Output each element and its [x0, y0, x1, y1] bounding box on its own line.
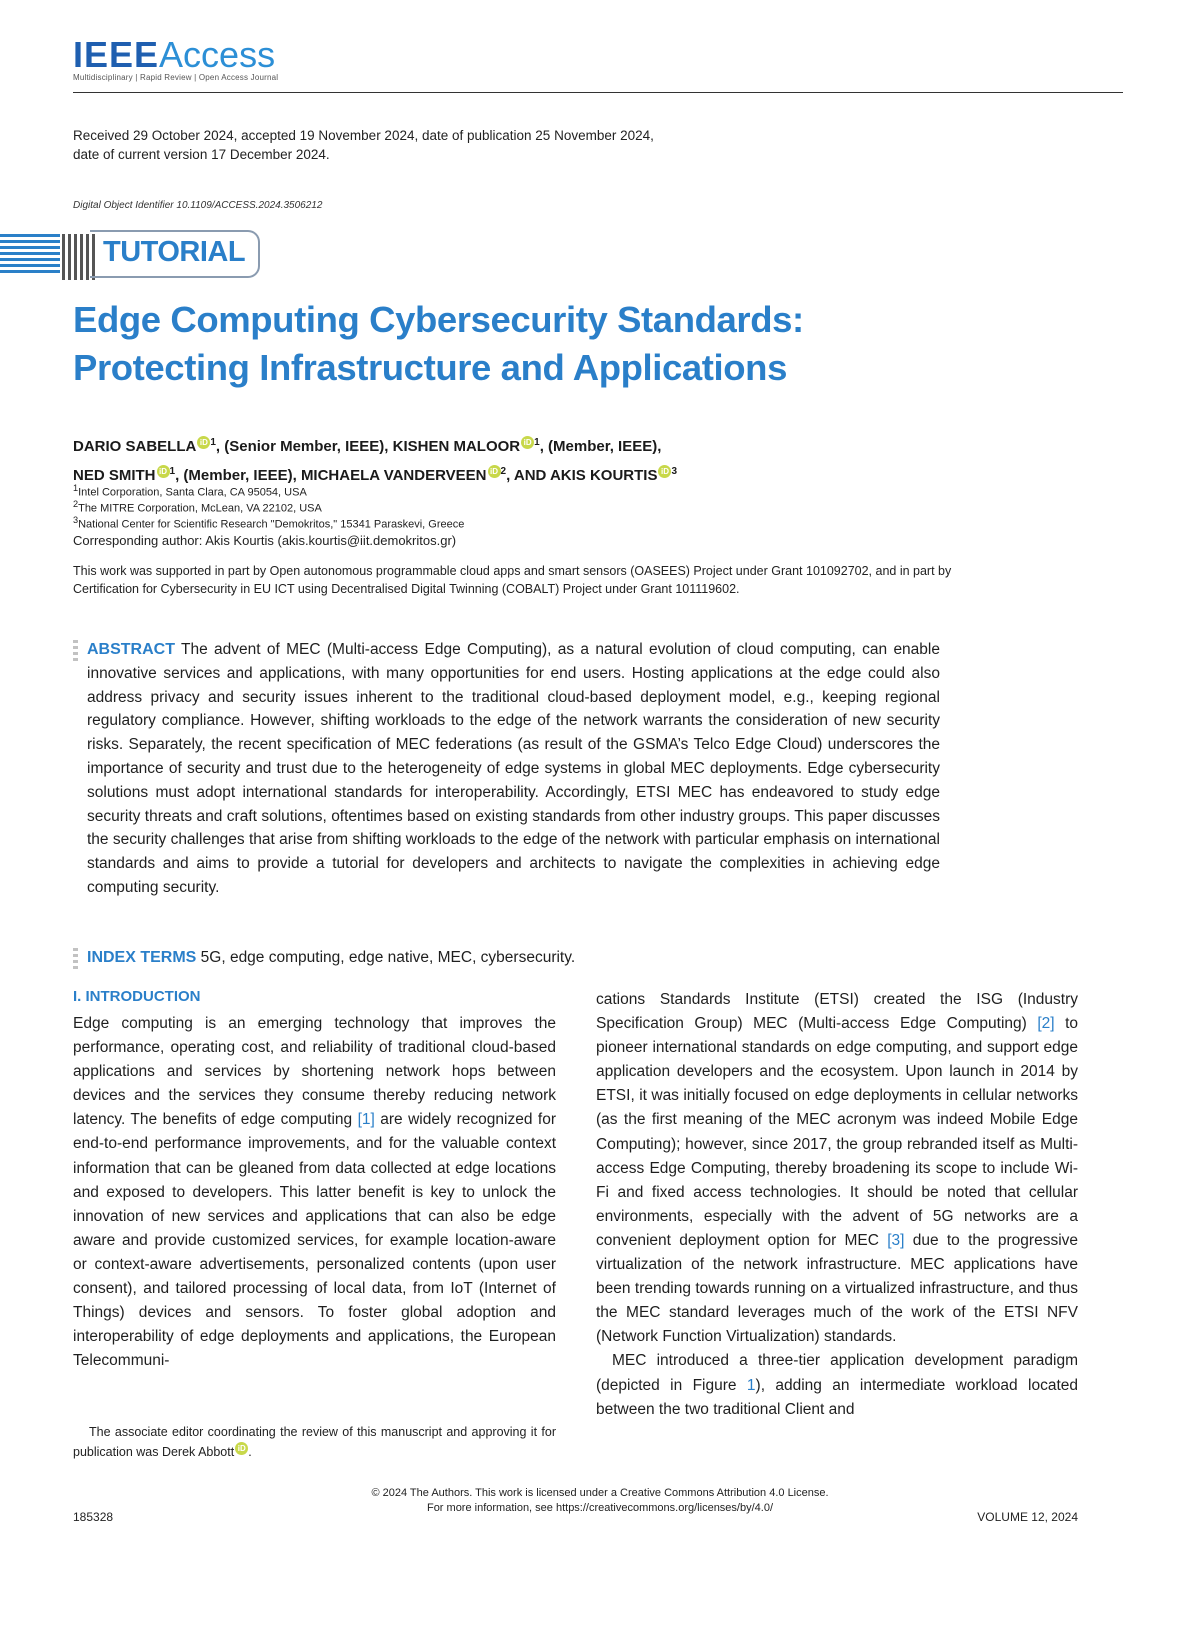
- header-divider: [73, 92, 1123, 93]
- affiliation-text: Intel Corporation, Santa Clara, CA 95054, USA: [78, 486, 307, 499]
- affiliation-marker: 1: [210, 437, 216, 448]
- abstract-label: ABSTRACT: [87, 641, 175, 658]
- paragraph-text: cations Standards Institute (ETSI) created the ISG (Industry Specification Group) MEC (Multi-access Edge Computing): [596, 991, 1078, 1033]
- citation-link[interactable]: [2]: [1037, 1015, 1055, 1033]
- author-role: , (Member, IEEE),: [539, 438, 662, 455]
- license-notice: [330, 1486, 870, 1516]
- citation-link[interactable]: [3]: [887, 1231, 905, 1249]
- paragraph-text: to pioneer international standards on edge computing, and support edge application developers and the ecosystem. Upon launch in 2014 by ETSI, it was initially focused on edge deployments in cellular networks (as the first meaning of the MEC acronym was indeed Mobile Edge Computing); however, since 2017, the group rebranded itself as Multi-access Edge Computing, thereby broadening its scope to include Wi-Fi and fixed access technologies. It should be noted that cellular environments, especially with the advent of 5G networks are a convenient deployment option for MEC: [596, 1015, 1079, 1249]
- index-terms-marker-icon: [73, 948, 79, 969]
- paragraph-text: ), adding an intermediate workload located between the two traditional Client and: [596, 1376, 1078, 1418]
- affiliation: [73, 513, 464, 532]
- logo-ieee: IEEE: [73, 34, 160, 75]
- banner-stripes: [0, 234, 60, 278]
- index-terms-label: INDEX TERMS: [87, 949, 197, 966]
- affiliation-sup: 3: [73, 515, 79, 525]
- orcid-icon[interactable]: iD: [488, 465, 501, 478]
- license-link[interactable]: For more information, see https://creativecommons.org/licenses/by/4.0/: [426, 1502, 774, 1514]
- funding-note: This work was supported in part by Open autonomous programmable cloud apps and smart sensors (OASEES) Project under Grant 101092702, and in part by Certification for Cybersecurity in EU ICT using Decentralised Digital Twinning (COBALT) Project under Grant 101119602.: [73, 564, 952, 596]
- body-column-right: [596, 988, 1078, 1422]
- author-role: , AND: [506, 467, 550, 484]
- paragraph: [596, 988, 1078, 1349]
- author-name[interactable]: KISHEN MALOOR: [392, 438, 521, 455]
- author-list: [73, 430, 1123, 488]
- title-line-2: Protecting Infrastructure and Applications: [73, 347, 787, 388]
- paragraph: [596, 1349, 1078, 1421]
- orcid-icon[interactable]: iD: [157, 465, 170, 478]
- corresponding-author: Corresponding author: Akis Kourtis (akis.kourtis@iit.demokritos.gr): [73, 533, 457, 548]
- paragraph-text: due to the progressive virtualization of the network infrastructure. MEC applications have been trending towards running on a virtualized infrastructure, and thus the MEC standard leverages much of the work of the ETSI NFV (Network Function Virtualization) standards.: [596, 1231, 1079, 1346]
- editor-footnote: The associate editor coordinating the review of this manuscript and approving it for publication was Derek Abbott iD .: [73, 1425, 556, 1459]
- body-column-left: [73, 1012, 556, 1373]
- affiliation-marker: 1: [534, 437, 540, 448]
- license-line-1: © 2024 The Authors. This work is licensed under a Creative Commons Attribution 4.0 License.: [371, 1487, 829, 1499]
- affiliation-marker: 2: [500, 466, 507, 477]
- affiliation-text: The MITRE Corporation, McLean, VA 22102, USA: [78, 502, 322, 515]
- author-role: , (Senior Member, IEEE),: [215, 438, 393, 455]
- logo-tagline: Multidisciplinary | Rapid Review | Open Access Journal: [73, 73, 279, 82]
- doi: Digital Object Identifier 10.1109/ACCESS.2024.3506212: [73, 200, 323, 211]
- paragraph-text: Edge computing is an emerging technology that improves the performance, operating cost, and reliability of traditional cloud-based applications and services by shortening network hops between devices and the services they consume thereby reducing network latency. The benefits of edge computing: [73, 1015, 556, 1129]
- page-number: 185328: [73, 1510, 114, 1524]
- dates-line-2: date of current version 17 December 2024.: [73, 147, 330, 162]
- affiliation-marker: 3: [671, 466, 678, 477]
- orcid-icon[interactable]: iD: [197, 436, 210, 449]
- affiliation-text: National Center for Scientific Research "Demokritos," 15341 Paraskevi, Greece: [78, 518, 465, 531]
- index-terms-text: 5G, edge computing, edge native, MEC, cybersecurity.: [200, 949, 576, 966]
- paragraph-text: MEC introduced a three-tier application development paradigm (depicted in Figure: [596, 1352, 1078, 1394]
- abstract: [87, 638, 940, 900]
- citation-link[interactable]: [1]: [357, 1111, 375, 1129]
- author-name[interactable]: DARIO SABELLA: [73, 438, 197, 455]
- paper-title: [73, 296, 1123, 392]
- orcid-icon[interactable]: iD: [521, 436, 534, 449]
- section-heading: I. INTRODUCTION: [73, 988, 201, 1005]
- paragraph-text: are widely recognized for end-to-end performance improvements, and for the valuable context information that can be gleaned from data collected at edge locations and exposed to developers. This latter benefit is key to unlock the innovation of new services and applications that can also be edge aware and provide customized services, for example location-aware or context-aware advertisements, personalized contents (upon user consent), and tailored processing of local data, from IoT (Internet of Things) devices and sensors. To foster global adoption and interoperability of edge deployments and applications, the European Telecommuni-: [73, 1111, 556, 1370]
- abstract-text: The advent of MEC (Multi-access Edge Computing), as a natural evolution of cloud computing, can enable innovative services and applications, with many opportunities for end users. Hosting applications at the edge could also address privacy and security issues inherent to the traditional cloud-based deployment model, e.g., keeping regional regulatory compliance. However, shifting workloads to the edge of the network warrants the consideration of new security risks. Separately, the recent specification of MEC federations (as result of the GSMA’s Telco Edge Cloud) underscores the importance of security and trust due to the heterogeneity of edge systems in global MEC deployments. Edge cybersecurity solutions must adopt international standards for interoperability. Accordingly, ETSI MEC has endeavored to study edge security threats and craft solutions, oftentimes based on existing standards from other industry groups. This paper discusses the security challenges that arise from shifting workloads to the edge of the network with particular emphasis on international standards and aims to provide a tutorial for developers and architects to navigate the complexities in achieving edge computing security.: [87, 641, 940, 896]
- logo-access: Access: [159, 34, 276, 75]
- author-name[interactable]: MICHAELA VANDERVEEN: [300, 467, 487, 484]
- volume-info: VOLUME 12, 2024: [977, 1510, 1078, 1524]
- affiliation-sup: 2: [73, 499, 79, 509]
- orcid-icon[interactable]: iD: [658, 465, 671, 478]
- figure-link[interactable]: 1: [746, 1376, 756, 1394]
- journal-logo: [73, 34, 275, 76]
- affiliation-sup: 1: [73, 483, 79, 493]
- author-name[interactable]: AKIS KOURTIS: [549, 467, 658, 484]
- affiliation-marker: 1: [169, 466, 176, 477]
- orcid-icon[interactable]: iD: [235, 1442, 248, 1455]
- abstract-marker-icon: [73, 640, 79, 661]
- article-type-label: TUTORIAL: [103, 236, 246, 268]
- author-role: , (Member, IEEE),: [175, 467, 301, 484]
- index-terms: [87, 949, 575, 967]
- editor-note-text: The associate editor coordinating the review of this manuscript and approving it for publication was Derek Abbott: [73, 1425, 556, 1459]
- author-name[interactable]: NED SMITH: [73, 467, 156, 484]
- title-line-1: Edge Computing Cybersecurity Standards:: [73, 299, 804, 340]
- dates-line-1: Received 29 October 2024, accepted 19 November 2024, date of publication 25 November 2024,: [73, 128, 654, 143]
